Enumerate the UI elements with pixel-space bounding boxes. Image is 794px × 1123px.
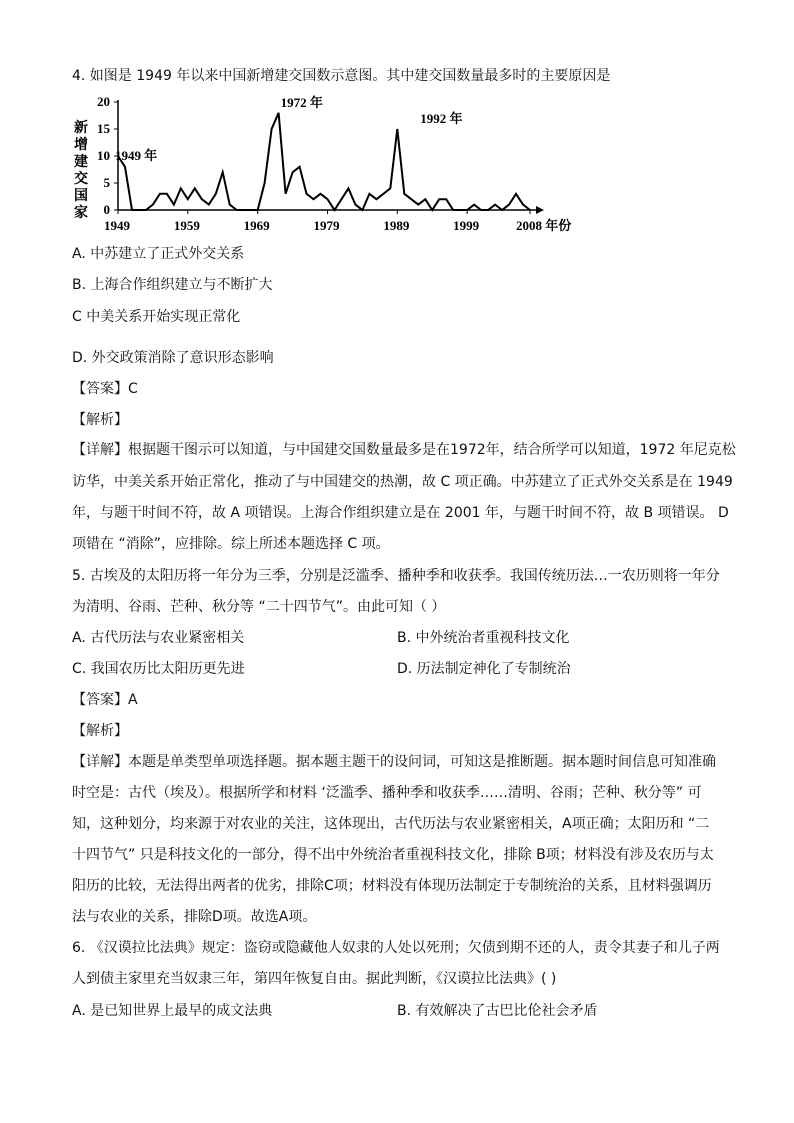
ylabel-char: 家 (74, 205, 88, 221)
q5-option-d: D. 历法制定神化了专制统治 (397, 661, 571, 677)
q5-detail-line: 十四节气” 只是科技文化的一部分，得不出中外统治者重视科技文化，排除 B项；材料没有涉及农历与太 (72, 847, 714, 863)
q6-option-b: B. 有效解决了古巴比伦社会矛盾 (397, 1003, 598, 1019)
chart-ylabel (74, 119, 88, 221)
chart-axes (118, 100, 544, 214)
q6-option-a: A. 是已知世界上最早的成文法典 (72, 1003, 273, 1019)
y-tick-label: 10 (97, 148, 110, 163)
q4-option-b: B. 上海合作组织建立与不断扩大 (72, 277, 273, 293)
q4-option-a: A. 中苏建立了正式外交关系 (72, 246, 245, 262)
q4-detail-line: 【详解】根据题干图示可以知道，与中国建交国数量最多是在1972年，结合所学可以知道，1972 年尼克松 (72, 442, 736, 458)
q4-option-c: C 中美关系开始实现正常化 (72, 309, 241, 325)
q5-detail-line: 阳历的比较，无法得出两者的优劣，排除C项；材料没有体现历法制定于专制统治的关系，且材料强调历 (72, 878, 712, 894)
q4-stem: 4. 如图是 1949 年以来中国新增建交国数示意图。其中建交国数量最多时的主要原因是 (72, 68, 611, 84)
new-diplomatic-relations-chart (68, 92, 588, 242)
q5-detail-line: 法与农业的关系，排除D项。故选A项。 (72, 909, 317, 925)
q5-detail-line: 时空是：古代（埃及）。根据所学和材料 ‘泛滥季、播种季和收获季……清明、谷雨；芒种、秋分等” 可 (72, 785, 702, 801)
q4-detail-line: 访华，中美关系开始正常化，推动了与中国建交的热潮，故 C 项正确。中苏建立了正式外交关系是在 1949 (72, 474, 733, 490)
q5-option-b: B. 中外统治者重视科技文化 (397, 630, 570, 646)
q5-stem-line: 为清明、谷雨、芒种、秋分等 “二十四节气”。由此可知（ ） (72, 599, 446, 615)
y-tick-label: 5 (103, 175, 110, 190)
q5-stem-line: 5. 古埃及的太阳历将一年分为三季，分别是泛滥季、播种季和收获季。我国传统历法…一农历则将一年分 (72, 568, 720, 584)
x-axis-arrow (536, 206, 544, 214)
ylabel-char: 新 (74, 120, 88, 136)
y-tick-label: 0 (103, 202, 110, 217)
q5-detail-line: 知，这种划分，均来源于对农业的关注，这体现出，古代历法与农业紧密相关，A项正确；太阳历和 “二 (72, 816, 710, 832)
q4-analysis-head: 【解析】 (72, 412, 128, 428)
q5-option-a: A. 古代历法与农业紧密相关 (72, 630, 245, 646)
q5-answer: 【答案】A (72, 692, 138, 708)
annotation-label: 1972 年 (280, 94, 323, 110)
x-tick-label: 1949 (104, 218, 130, 233)
q4-detail-line: 年，与题干时间不符，故 A 项错误。上海合作组织建立是在 2001 年，与题干时间不符，故 B 项错误。 D (72, 505, 729, 521)
q4-option-d: D. 外交政策消除了意识形态影响 (72, 350, 274, 366)
q6-stem-line: 6. 《汉谟拉比法典》规定：盗窃或隐藏他人奴隶的人处以死刑；欠债到期不还的人，责令其妻子和儿子两 (72, 940, 720, 956)
ylabel-char: 交 (74, 171, 88, 187)
x-tick-label: 1989 (383, 218, 410, 233)
x-tick-label: 1969 (243, 218, 270, 233)
annotation-label: 1949 年 (115, 148, 158, 163)
x-tick-label: 1979 (313, 218, 340, 233)
chart-annotations (115, 95, 463, 163)
q5-option-c: C. 我国农历比太阳历更先进 (72, 661, 245, 677)
x-tick-label: 1959 (173, 218, 200, 233)
q5-detail-line: 【详解】本题是单类型单项选择题。据本题主题干的设问词，可知这是推断题。据本题时间信息可知准确 (72, 754, 716, 770)
x-tick-label: 1999 (453, 218, 480, 233)
series-line (118, 113, 530, 210)
q4-detail-line: 项错在 “消除”，应排除。综上所述本题选择 C 项。 (72, 536, 390, 552)
x-tick-label: 2008 年份 (516, 218, 572, 233)
q4-answer: 【答案】C (72, 381, 138, 397)
ylabel-char: 国 (74, 188, 88, 204)
chart-xticks (104, 210, 571, 233)
y-tick-label: 20 (97, 94, 110, 109)
ylabel-char: 增 (74, 137, 88, 153)
y-tick-label: 15 (97, 121, 110, 136)
q5-analysis-head: 【解析】 (72, 723, 128, 739)
annotation-label: 1992 年 (420, 111, 463, 126)
ylabel-char: 建 (74, 154, 88, 170)
q6-stem-line: 人到债主家里充当奴隶三年，第四年恢复自由。据此判断，《汉谟拉比法典》( ) (72, 971, 557, 987)
